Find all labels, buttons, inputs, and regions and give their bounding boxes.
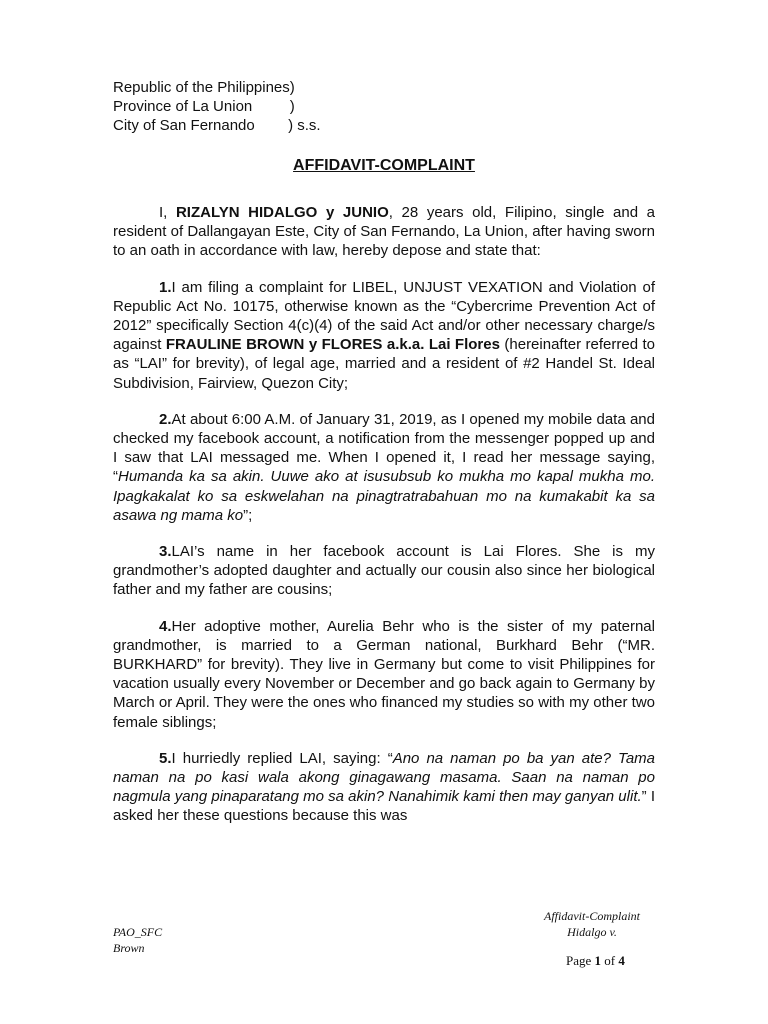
footer-respondent-ref: Brown — [113, 941, 145, 955]
venue-line-province: Province of La Union ) — [113, 98, 295, 115]
respondent-name: FRAULINE BROWN y FLORES a.k.a. Lai Flores — [165, 336, 500, 354]
page-number — [566, 953, 625, 969]
paragraph-3 — [113, 542, 655, 600]
page-label: Page — [566, 953, 595, 968]
venue-line-city: City of San Fernando ) s.s. — [113, 117, 321, 134]
total-pages: 4 — [618, 953, 625, 968]
venue-line-republic: Republic of the Philippines) — [113, 79, 295, 96]
paragraph-4-text: Her adoptive mother, Aurelia Behr who is the sister of my paternal grandmother, is married to a German national, Burkhard Behr (“MR. BURKHARD” for brevity). They live in Germany but come to visit Philippines for vacation usually every November or December and go back again to Germany by March or April. They were the ones who financed my studies so with my other two female siblings; — [113, 617, 655, 731]
paragraph-4 — [113, 617, 655, 732]
footer-doc-name: Affidavit-Complaint — [544, 909, 640, 923]
document-title: AFFIDAVIT-COMPLAINT — [293, 157, 475, 174]
footer-office-code: PAO_SFC — [113, 925, 163, 939]
affidavit-body — [113, 203, 655, 843]
paragraph-number: 5. — [159, 749, 172, 767]
paragraph-number: 1. — [159, 278, 172, 296]
page-of-label: of — [601, 953, 619, 968]
current-page: 1 — [594, 953, 602, 968]
paragraph-2-text-end: ”; — [243, 506, 253, 524]
intro-text-rest: , 28 years old, Filipino, single and a resident of Dallangayan Este, City of San Fernando, La Union, after having sworn to an oath in accordance with law, hereby depose and state that: — [113, 204, 656, 260]
paragraph-number: 2. — [159, 410, 172, 428]
paragraph-1-text-rest: (hereinafter referred to as “LAI” for brevity), of legal age, married and a resident of #2 Handel St. Ideal Subdivision, Fairview, Quezon City; — [113, 336, 655, 392]
affiant-name: RIZALYN HIDALGO y JUNIO — [175, 204, 389, 221]
footer-reference — [113, 924, 162, 956]
paragraph-number: 4. — [159, 617, 172, 635]
intro-paragraph — [113, 203, 655, 261]
paragraph-3-text: LAI’s name in her facebook account is Lai Flores. She is my grandmother’s adopted daughter and actually our cousin also since her biological father and my father are cousins; — [113, 543, 655, 599]
paragraph-2-text: At about 6:00 A.M. of January 31, 2019, as I opened my mobile data and checked my facebook account, a notification from the messenger popped up and I saw that LAI messaged me. When I opened it, I read her message saying, “ — [113, 410, 655, 486]
paragraph-5-text: I hurriedly replied LAI, saying: “ — [171, 749, 393, 767]
footer-case-name: Hidalgo v. — [567, 925, 617, 939]
paragraph-2 — [113, 410, 655, 525]
paragraph-5-text-end: ” I asked her these questions because this was — [113, 788, 655, 825]
paragraph-1 — [113, 278, 655, 393]
footer-case-title — [528, 908, 656, 940]
intro-text-start: I, — [159, 204, 176, 221]
venue-block — [113, 78, 321, 135]
paragraph-5 — [113, 749, 655, 826]
quoted-reply: Ano na naman po ba yan ate? Tama naman na po kasi wala akong ginagawang masama. Saan na naman po nagmula yang pinaparatang mo sa akin? Nanahimik kami then may ganyan ulit. — [113, 749, 656, 806]
paragraph-number: 3. — [159, 543, 172, 561]
quoted-message: Humanda ka sa akin. Uuwe ako at isusubsub ko mukha mo kapal mukha mo. Ipagkakalat ko sa eskwelahan na pinagtratrabahuan mo na kumakabit ka sa asawa ng mama ko — [113, 468, 655, 524]
paragraph-1-text: I am filing a complaint for LIBEL, UNJUST VEXATION and Violation of Republic Act No. 10175, otherwise known as the “Cybercrime Prevention Act of 2012” specifically Section 4(c)(4) of the said Act and/or other necessary charge/s against — [113, 278, 655, 354]
